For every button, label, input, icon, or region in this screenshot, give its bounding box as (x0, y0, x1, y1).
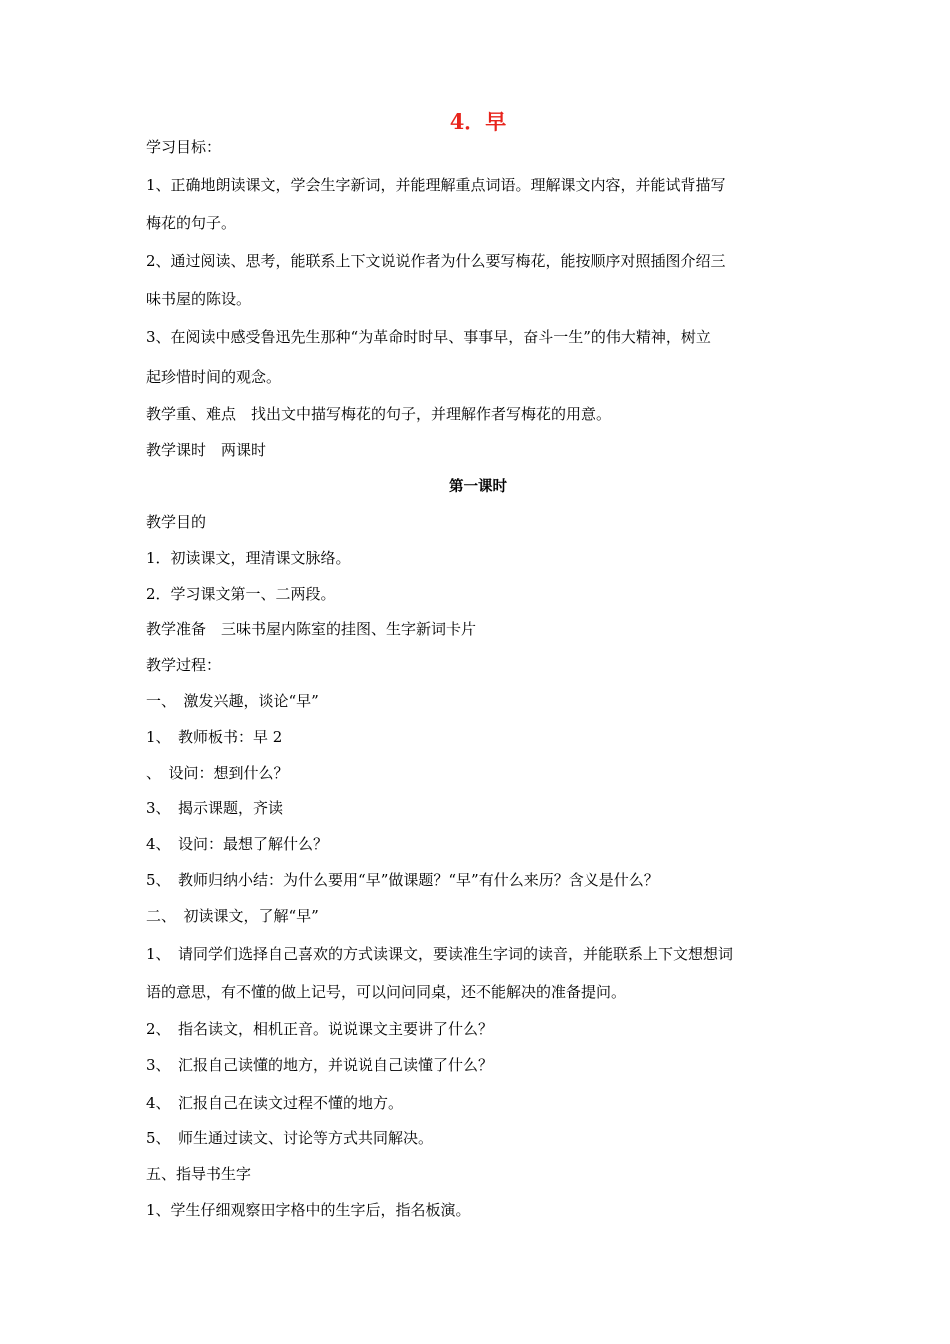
step-1-item-2: 、 设问：想到什么？ (146, 764, 289, 782)
step-1-heading: 一、 激发兴趣，谈论“早” (146, 692, 319, 710)
step-2-item-3: 3、 汇报自己读懂的地方，并说说自己读懂了什么？ (146, 1056, 494, 1074)
goals-heading: 学习目标： (146, 138, 222, 156)
step-1-item-3: 3、 揭示课题，齐读 (146, 799, 284, 817)
purpose-1: 1．初读课文，理清课文脉络。 (146, 549, 351, 567)
goal-1-line-2: 梅花的句子。 (146, 214, 237, 232)
goal-2-line-1: 2、通过阅读、思考，能联系上下文说说作者为什么要写梅花，能按顺序对照插图介绍三 (146, 252, 726, 270)
step-2-item-2: 2、 指名读文，相机正音。说说课文主要讲了什么？ (146, 1020, 494, 1038)
lesson-1-heading: 第一课时 (449, 478, 507, 495)
step-2-item-5: 5、 师生通过读文、讨论等方式共同解决。 (146, 1129, 434, 1147)
purpose-2: 2．学习课文第一、二两段。 (146, 585, 336, 603)
goal-1-line-1: 1、正确地朗读课文，学会生字新词，并能理解重点词语。理解课文内容，并能试背描写 (146, 176, 726, 194)
goal-2-line-2: 味书屋的陈设。 (146, 290, 252, 308)
step-5-item-1: 1、学生仔细观察田字格中的生字后，指名板演。 (146, 1201, 471, 1219)
step-2-heading: 二、 初读课文，了解“早” (146, 907, 319, 925)
step-1-item-4: 4、 设问：最想了解什么？ (146, 835, 329, 853)
goal-3-line-2: 起珍惜时间的观念。 (146, 368, 282, 386)
teaching-periods: 教学课时 两课时 (146, 441, 267, 459)
process-heading: 教学过程： (146, 656, 222, 674)
document-title: 4．早 (449, 109, 507, 134)
key-points: 教学重、难点 找出文中描写梅花的句子，并理解作者写梅花的用意。 (146, 405, 612, 423)
step-5-heading: 五、指导书生字 (146, 1165, 252, 1183)
step-2-item-1-line-2: 语的意思，有不懂的做上记号，可以问问同桌，还不能解决的准备提问。 (146, 983, 627, 1001)
goal-3-line-1: 3、在阅读中感受鲁迅先生那种“为革命时时早、事事早，奋斗一生”的伟大精神，树立 (146, 328, 711, 346)
step-2-item-4: 4、 汇报自己在读文过程不懂的地方。 (146, 1094, 404, 1112)
step-1-item-5: 5、 教师归纳小结：为什么要用“早”做课题？“早”有什么来历？含义是什么？ (146, 871, 659, 889)
purpose-heading: 教学目的 (146, 513, 207, 531)
teaching-prep: 教学准备 三味书屋内陈室的挂图、生字新词卡片 (146, 620, 477, 638)
step-2-item-1-line-1: 1、 请同学们选择自己喜欢的方式读课文，要读准生字词的读音，并能联系上下文想想词 (146, 945, 734, 963)
step-1-item-1: 1、 教师板书：早 2 (146, 728, 283, 746)
